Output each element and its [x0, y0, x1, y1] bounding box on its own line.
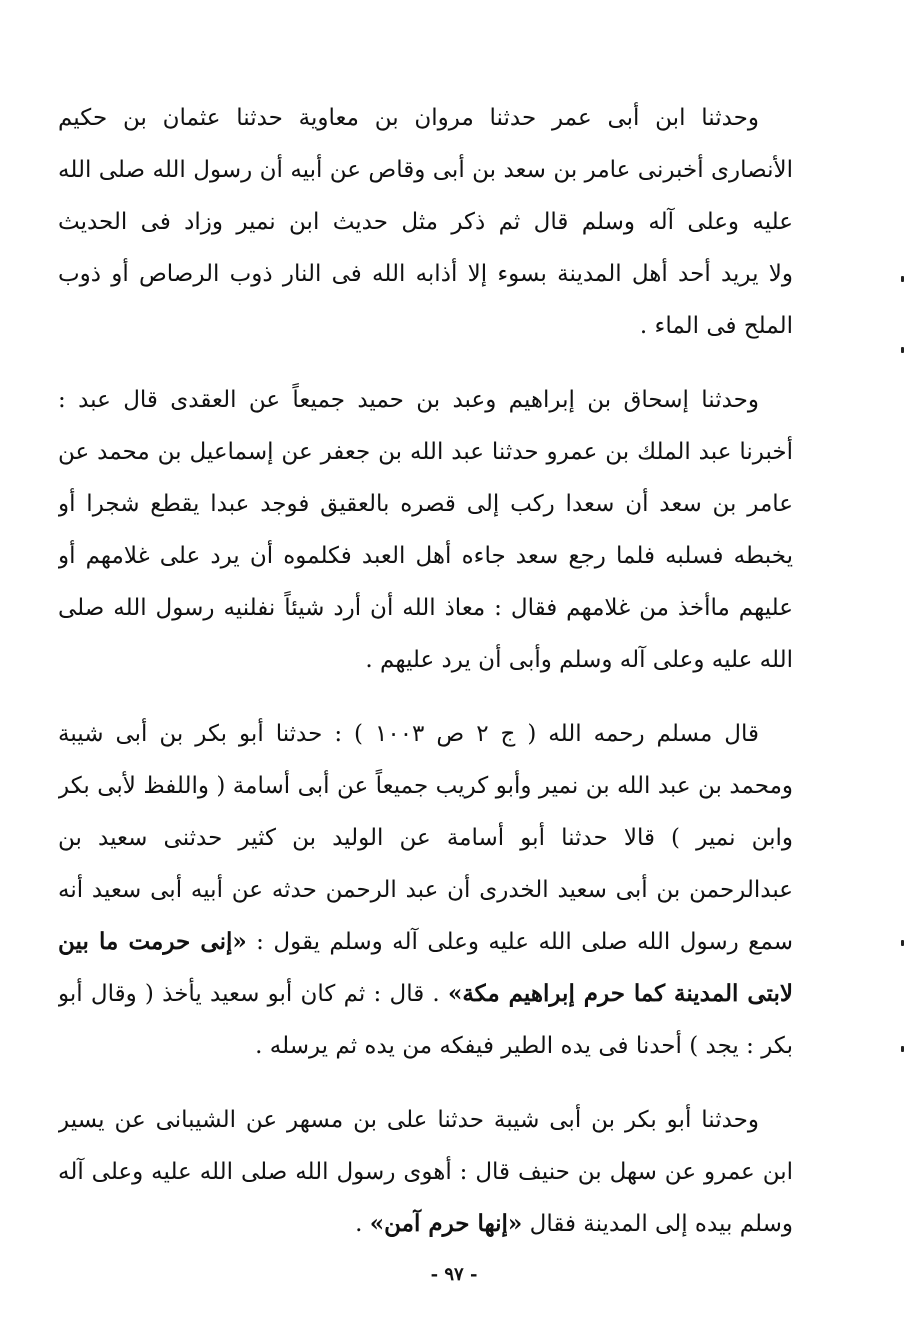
document-body	[58, 92, 793, 1250]
margin-mark	[901, 347, 904, 353]
text-line: وسلم بيده إلى المدينة فقال «إنها حرم آمن» .	[355, 1210, 793, 1237]
paragraph	[58, 92, 793, 352]
text-line: وحدثنا أبو بكر بن أبى شيبة حدثنا على بن مسهر عن الشيبانى عن يسير	[58, 1107, 759, 1133]
paragraph	[58, 1094, 793, 1250]
text-line: وابن نمير ) قالا حدثنا أبو أسامة عن الوليد بن كثير حدثنى سعيد بن	[58, 825, 793, 851]
text-line: وحدثنا إسحاق بن إبراهيم وعبد بن حميد جميعاً عن العقدى قال عبد :	[58, 387, 759, 413]
text-line: قال مسلم رحمه الله ( ج ٢ ص ١٠٠٣ ) : حدثنا أبو بكر بن أبى شيبة	[58, 721, 759, 747]
emphasized-quote: لابتى المدينة كما حرم إبراهيم مكة»	[447, 980, 793, 1007]
text-line: الله عليه وعلى آله وسلم وأبى أن يرد عليهم .	[365, 647, 793, 673]
text-line: عامر بن سعد أن سعدا ركب إلى قصره بالعقيق فوجد عبدا يقطع شجرا أو	[58, 491, 793, 517]
document-page	[58, 92, 793, 1272]
text-line: ومحمد بن عبد الله بن نمير وأبو كريب جميعاً عن أبى أسامة ( واللفظ لأبى بكر	[58, 773, 793, 799]
text-line: ولا يريد أحد أهل المدينة بسوء إلا أذابه الله فى النار ذوب الرصاص أو ذوب	[58, 261, 793, 287]
emphasized-quote: «إنها حرم آمن»	[369, 1210, 523, 1237]
margin-mark	[901, 276, 904, 282]
margin-mark	[901, 1046, 904, 1052]
page-number: - ٩٧ -	[430, 1264, 478, 1285]
emphasized-quote: «إنى حرمت ما بين	[58, 928, 247, 955]
text-line: سمع رسول الله صلى الله عليه وعلى آله وسلم يقول : «إنى حرمت ما بين	[58, 928, 793, 955]
paragraph	[58, 374, 793, 686]
text-line: عبدالرحمن بن أبى سعيد الخدرى أن عبد الرحمن حدثه عن أبيه أبى سعيد أنه	[58, 877, 793, 903]
text-line: عليهم ماأخذ من غلامهم فقال : معاذ الله أن أرد شيئاً نفلنيه رسول الله صلى	[58, 595, 793, 621]
text-line: الأنصارى أخبرنى عامر بن سعد بن أبى وقاص عن أبيه أن رسول الله صلى الله	[58, 157, 793, 183]
text-line: بكر : يجد ) أحدنا فى يده الطير فيفكه من يده ثم يرسله .	[255, 1033, 793, 1059]
paragraph	[58, 708, 793, 1072]
text-line: وحدثنا ابن أبى عمر حدثنا مروان بن معاوية حدثنا عثمان بن حكيم	[58, 105, 759, 131]
text-line: عليه وعلى آله وسلم قال ثم ذكر مثل حديث ابن نمير وزاد فى الحديث	[58, 209, 793, 235]
margin-mark	[901, 940, 904, 946]
text-line: لابتى المدينة كما حرم إبراهيم مكة» . قال : ثم كان أبو سعيد يأخذ ( وقال أبو	[58, 980, 793, 1007]
text-line: الملح فى الماء .	[639, 313, 793, 339]
text-line: أخبرنا عبد الملك بن عمرو حدثنا عبد الله بن جعفر عن إسماعيل بن محمد عن	[58, 439, 793, 465]
text-line: يخبطه فسلبه فلما رجع سعد جاءه أهل العبد فكلموه أن يرد على غلامهم أو	[58, 543, 793, 569]
text-line: ابن عمرو عن سهل بن حنيف قال : أهوى رسول الله صلى الله عليه وعلى آله	[58, 1159, 793, 1185]
